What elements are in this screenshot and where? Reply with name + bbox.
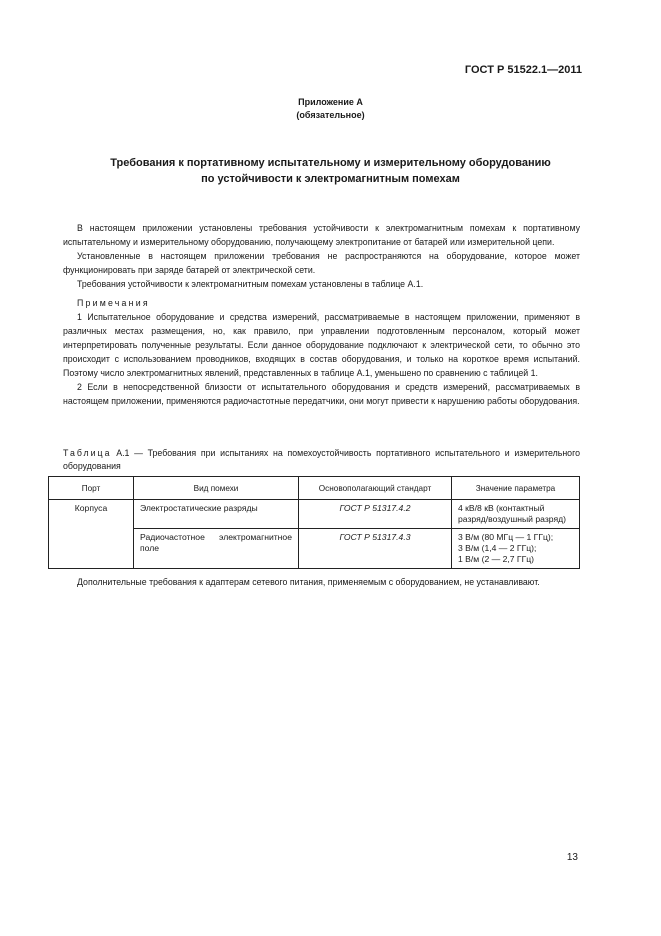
title-line-2: по устойчивости к электромагнитным помехам xyxy=(201,173,460,185)
table-row xyxy=(49,500,580,529)
closing-text xyxy=(63,575,580,589)
paragraph-table-ref: Требования устойчивости к электромагнитным помехам установлены в таблице А.1. xyxy=(77,279,424,289)
table-caption-text: А.1 — Требования при испытаниях на помехоустойчивость портативного испытательного и измерительного оборудования xyxy=(63,448,580,471)
value-line: 3 В/м (80 МГц — 1 ГГц); xyxy=(458,532,554,542)
value-cell xyxy=(452,529,580,569)
value-line: 1 В/м (2 — 2,7 ГГц) xyxy=(458,554,535,564)
table-header-row xyxy=(49,477,580,500)
header-parameter-value: Значение параметра xyxy=(452,477,580,500)
disturbance-type-cell: Радиочастотное электромагнитное поле xyxy=(134,529,299,569)
paragraph-scope: В настоящем приложении установлены требования устойчивости к электромагнитным помехам к портативному испытательному и измерительному оборудованию, получающему электропитание от батарей или измерительной цепи. xyxy=(63,223,580,247)
table-caption xyxy=(63,447,580,473)
standard-cell: ГОСТ Р 51317.4.2 xyxy=(299,500,452,529)
page-number: 13 xyxy=(566,852,578,863)
note-1: 1 Испытательное оборудование и средства измерений, рассматриваемые в настоящем приложении, применяют в различных местах размещения, но, как правило, при управлении подготовленным персоналом, который может интерпретировать полученные результаты. Если данное оборудование подключают к электрической сети, то обычно это происходит с использованием проводников, входящих в состав оборудования, и только на короткое время испытаний. Поэтому число электромагнитных явлений, представленных в таблице А.1, уменьшено по сравнению с таблицей 1. xyxy=(63,312,580,378)
header-basic-standard: Основополагающий стандарт xyxy=(299,477,452,500)
standard-cell: ГОСТ Р 51317.4.3 xyxy=(299,529,452,569)
notes-heading: Примечания xyxy=(77,298,150,308)
note-2: 2 Если в непосредственной близости от испытательного оборудования и средств измерений, рассматриваемых в настоящем приложении, применяются радиочастотные передатчики, они могут привести к нарушению работы оборудования. xyxy=(63,382,580,406)
port-cell: Корпуса xyxy=(49,500,134,569)
appendix-heading xyxy=(0,96,661,122)
appendix-status: (обязательное) xyxy=(296,110,365,120)
value-line: 4 кВ/8 кВ (контактный разряд/воздушный разряд) xyxy=(458,503,566,524)
table-caption-word: Таблица xyxy=(63,448,112,458)
paragraph-adapters: Дополнительные требования к адаптерам сетевого питания, применяемым с оборудованием, не устанавливают. xyxy=(77,577,540,587)
header-port: Порт xyxy=(49,477,134,500)
appendix-title xyxy=(60,155,601,187)
title-line-1: Требования к портативному испытательному и измерительному оборудованию xyxy=(110,157,551,169)
header-disturbance-type: Вид помехи xyxy=(134,477,299,500)
document-code: ГОСТ Р 51522.1—2011 xyxy=(464,64,582,76)
value-cell xyxy=(452,500,580,529)
requirements-table xyxy=(48,476,580,569)
disturbance-type-cell: Электростатические разряды xyxy=(134,500,299,529)
paragraph-exclusion: Установленные в настоящем приложении требования не распространяются на оборудование, которое может функционировать при заряде батарей от электрической сети. xyxy=(63,251,580,275)
body-text xyxy=(63,221,580,408)
appendix-label: Приложение А xyxy=(298,97,363,107)
value-line: 3 В/м (1,4 — 2 ГГц); xyxy=(458,543,537,553)
